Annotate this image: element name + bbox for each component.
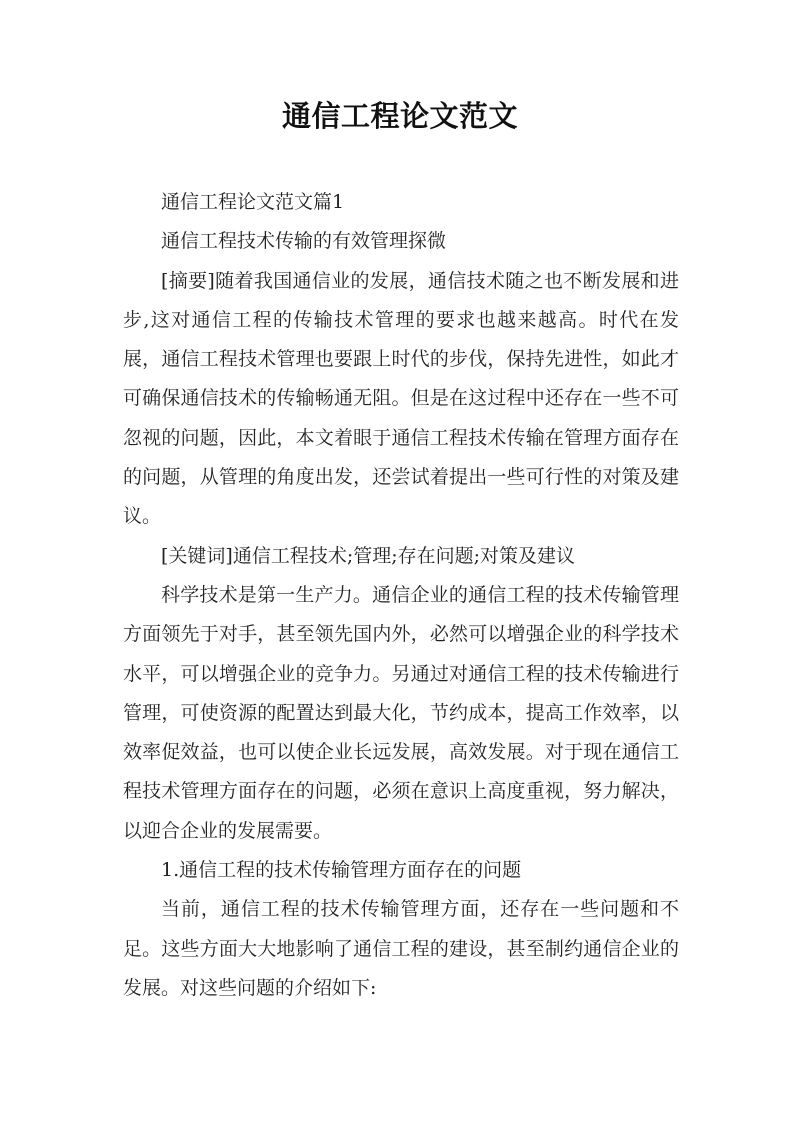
body-paragraph: 科学技术是第一生产力。通信企业的通信工程的技术传输管理方面领先于对手，甚至领先国内外，必然可以增强企业的科学技术水平，可以增强企业的竞争力。另通过对通信工程的技术传输进行管理，可使资源的配置达到最大化，节约成本，提高工作效率，以效率促效益，也可以使企业长远发展，高效发展。对于现在通信工程技术管理方面存在的问题，必须在意识上高度重视，努力解决，以迎合企业的发展需要。 — [123, 583, 679, 842]
document-body — [123, 183, 679, 1008]
article-title: 通信工程技术传输的有效管理探微 — [161, 230, 447, 253]
subsection-heading: 1.通信工程的技术传输管理方面存在的问题 — [161, 859, 522, 882]
document-title: 通信工程论文范文 — [281, 99, 518, 133]
keywords-paragraph: [关键词]通信工程技术;管理;存在问题;对策及建议 — [161, 544, 576, 567]
section-heading: 通信工程论文范文篇1 — [161, 191, 345, 213]
abstract-paragraph: [摘要]随着我国通信业的发展，通信技术随之也不断发展和进步,这对通信工程的传输技术管理的要求也越来越高。时代在发展，通信工程技术管理也要跟上时代的步伐，保持先进性，如此才可确保通信技术的传输畅通无阻。但是在这过程中还存在一些不可忽视的问题，因此，本文着眼于通信工程技术传输在管理方面存在的问题，从管理的角度出发，还尝试着提出一些可行性的对策及建议。 — [123, 269, 679, 528]
body-paragraph: 当前，通信工程的技术传输管理方面，还存在一些问题和不足。这些方面大大地影响了通信工程的建设，甚至制约通信企业的发展。对这些问题的介绍如下: — [123, 898, 679, 999]
